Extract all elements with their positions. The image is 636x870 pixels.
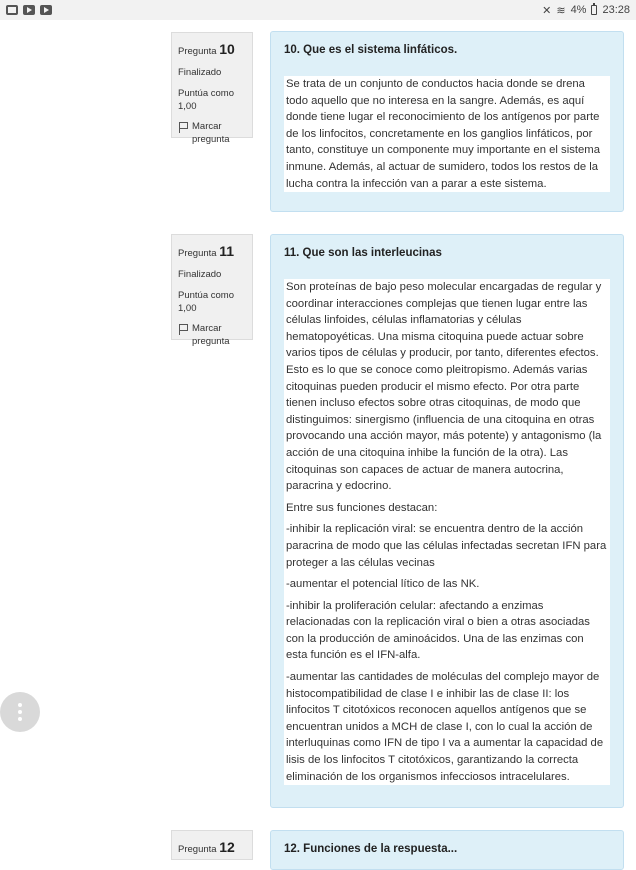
answer-paragraph: -inhibir la replicación viral: se encuentra dentro de la acción paracrina de modo que las células infectadas secretan IFN para proteger a las células vecinas (286, 523, 607, 569)
clock: 23:28 (602, 4, 630, 16)
question-info-12 (171, 830, 253, 860)
status-bar-notifications (6, 5, 52, 15)
question-title: 10. Que es el sistema linfáticos. (284, 44, 458, 56)
question-score: Puntúa como 1,00 (178, 87, 234, 112)
answer-paragraph: Son proteínas de bajo peso molecular encargadas de regular y coordinar interacciones complejas que tienen lugar entre las células linfoides, células inflamatorias y células hematopoyéticas. Una misma citoquina puede actuar sobre varios tipos de células y producir, por tanto, diferentes efectos. Esto es lo que se conoce como pleitropismo. Además varias citoquinas pueden producir el mismo efecto. Por otra parte tienen incluso efectos sobre otras citoquinas, de modo que distinguimos: sinergismo (influencia de una citoquina en otras provocando una acción mayor, más potente) y antagonismo (la acción de una citoquina inhibe la función de la otra). Las citoquinas son capaces de actuar de manera autocrina, paracrina y edocrino. (286, 281, 602, 493)
flag-question-link[interactable] (178, 121, 246, 147)
mute-icon: ✕ (542, 4, 552, 17)
battery-icon (591, 5, 597, 15)
answer-paragraph: Entre sus funciones destacan: (286, 501, 438, 514)
gallery-notification-icon (6, 5, 18, 15)
question-status: Finalizado (178, 268, 222, 280)
answer-text (284, 76, 610, 192)
question-box-11 (270, 234, 624, 808)
youtube-notification-icon-2 (40, 5, 52, 15)
answer-paragraph: Se trata de un conjunto de conductos hacia donde se drena todo aquello que no interesa en la sangre. Además, es aquí donde tiene lugar el reconocimiento de los antígenos por parte de los linfocitos, concretamente en los ganglios linfáticos, por tanto, constituye un componente muy importante en el sistema inmune. Además, al actuar de sumidero, todos los restos de la lucha contra la infección van a parar a este sistema. (286, 78, 600, 190)
more-options-button[interactable] (0, 692, 40, 732)
flag-icon (178, 324, 188, 335)
question-label: Pregunta (178, 46, 217, 57)
question-status: Finalizado (178, 66, 222, 78)
more-vert-icon (18, 703, 22, 707)
question-number: 11 (219, 243, 235, 259)
question-info-11 (171, 234, 253, 348)
flag-question-label: Marcar pregunta (192, 323, 230, 348)
wifi-icon: ≋ (556, 4, 566, 17)
question-number-row (178, 838, 246, 857)
more-vert-dot (18, 710, 22, 714)
answer-paragraph: -aumentar las cantidades de moléculas del complejo mayor de histocompatibilidad de clase I e inhibir las de clase II: los linfocitos T citotóxicos reconocen aquellos antígenos que se encuentran unidos a MCH de clase I, con lo cual la acción de interluquinas como IFN de tipo I va a aumentar la capacidad de lisis de los linfocitos T citotóxicos, garantizando la correcta eliminación de los organismos infecciosos intracelulares. (286, 671, 604, 783)
answer-text (284, 279, 610, 785)
answer-paragraph: -aumentar el potencial lítico de las NK. (286, 578, 480, 591)
question-number-row (178, 40, 246, 59)
flag-question-link[interactable] (178, 323, 246, 349)
answer-paragraph: -inhibir la proliferación celular: afectando a enzimas relacionadas con la replicación viral o bien a otras asociadas con la producción de aminoácidos. Una de las enzimas con esta función es el IFN-alfa. (286, 599, 590, 662)
question-number-row (178, 242, 246, 261)
question-number: 12 (219, 839, 235, 855)
youtube-notification-icon (23, 5, 35, 15)
question-box-12 (270, 830, 624, 870)
question-title: 12. Funciones de la respuesta... (284, 843, 458, 855)
question-label: Pregunta (178, 844, 217, 855)
status-bar-system (542, 4, 630, 17)
question-number: 10 (219, 41, 235, 57)
status-bar (0, 0, 636, 20)
more-vert-dot (18, 717, 22, 721)
question-box-10 (270, 31, 624, 212)
question-info-10 (171, 32, 253, 146)
battery-percent: 4% (570, 4, 587, 16)
flag-question-label: Marcar pregunta (192, 121, 230, 146)
question-label: Pregunta (178, 248, 217, 259)
question-title: 11. Que son las interleucinas (284, 247, 442, 259)
question-score: Puntúa como 1,00 (178, 289, 234, 314)
flag-icon (178, 122, 188, 133)
